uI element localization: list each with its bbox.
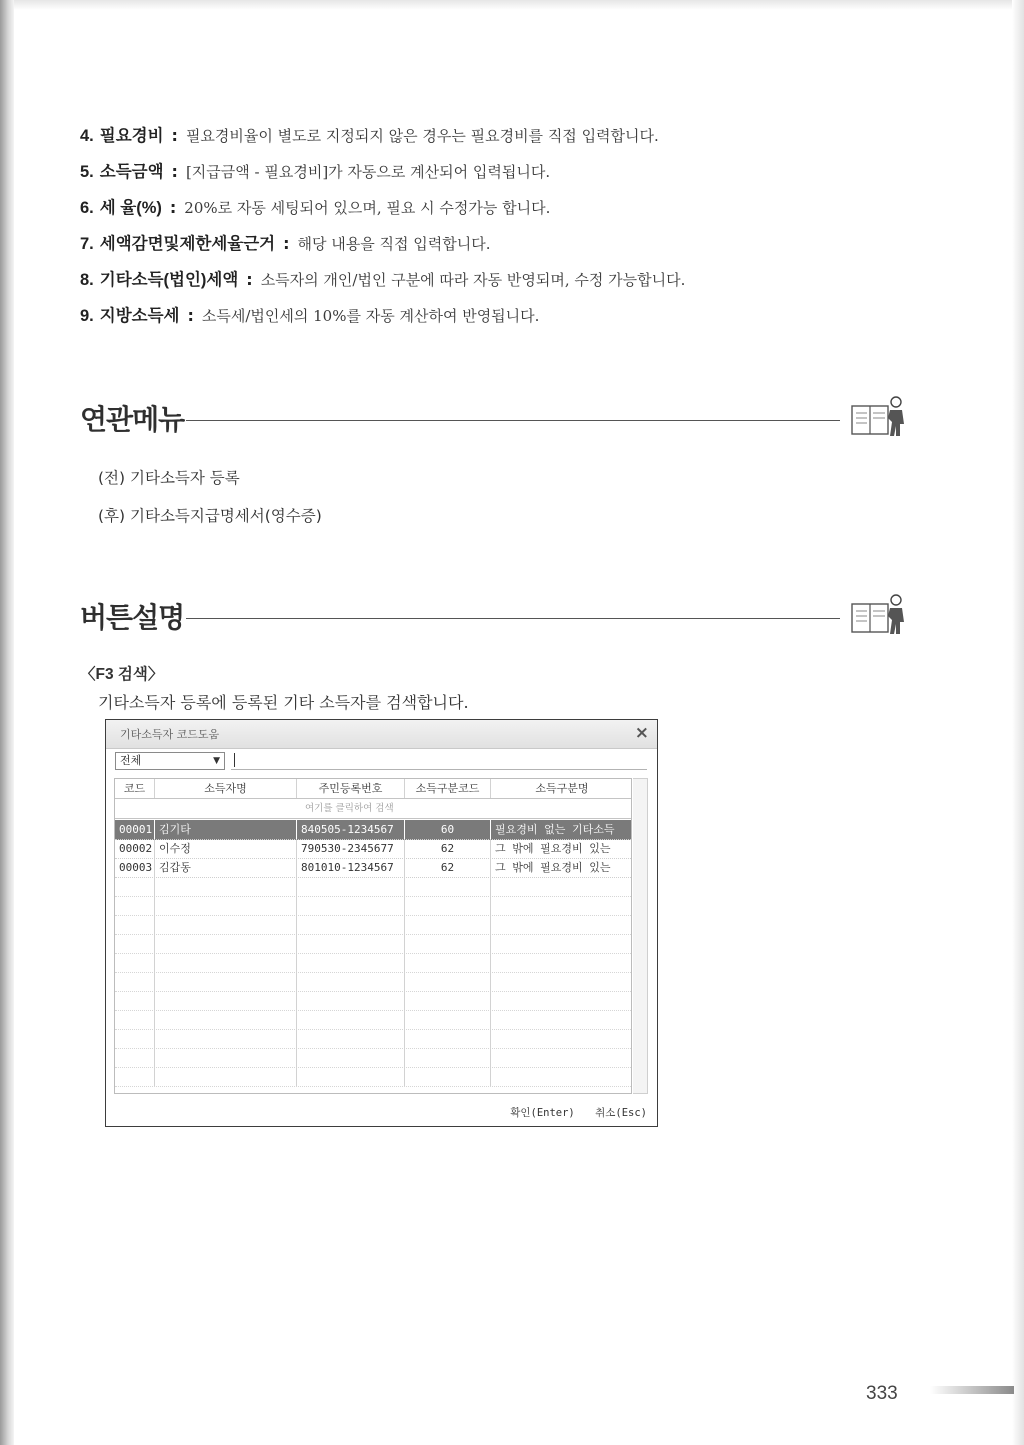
cell-type-code: 62 <box>405 839 491 858</box>
text-cursor <box>234 753 235 767</box>
item-colon: : <box>187 306 194 325</box>
cell-rrn: 801010-1234567 <box>297 858 405 877</box>
button-description-section <box>80 596 910 642</box>
table-row[interactable] <box>115 839 632 859</box>
item-colon: : <box>171 162 178 181</box>
cell-rrn: 790530-2345677 <box>297 839 405 858</box>
list-item <box>80 190 960 226</box>
search-hint[interactable]: 여기를 클릭하여 검색 <box>305 803 394 814</box>
item-label: 기타소득(법인)세액 <box>99 271 239 289</box>
item-colon: : <box>171 126 178 145</box>
empty-row <box>115 1010 632 1030</box>
cell-name: 김갑동 <box>155 858 297 877</box>
page-number: 333 <box>866 1383 898 1404</box>
item-description: 소득세/법인세의 10%를 자동 계산하여 반영됩니다. <box>201 307 540 325</box>
column-header[interactable]: 소득구분코드 <box>405 779 491 798</box>
item-label: 소득금액 <box>99 163 164 181</box>
cancel-button[interactable]: 취소(Esc) <box>595 1107 647 1119</box>
list-item <box>80 226 960 262</box>
list-item <box>80 154 960 190</box>
column-header[interactable]: 소득자명 <box>155 779 297 798</box>
related-next-menu: (후) 기타소득지급명세서(영수증) <box>98 507 322 525</box>
cell-code: 00001 <box>115 820 155 839</box>
list-item <box>80 118 960 154</box>
item-label: 필요경비 <box>99 127 164 145</box>
empty-row <box>115 915 632 935</box>
table-row[interactable] <box>115 820 632 840</box>
close-icon[interactable]: × <box>634 723 649 743</box>
item-description: [지급금액 - 필요경비]가 자동으로 계산되어 입력됩니다. <box>185 163 551 181</box>
filter-dropdown[interactable] <box>115 752 225 770</box>
dialog-title: 기타소득자 코드도움 <box>120 728 220 741</box>
item-colon: : <box>246 270 253 289</box>
item-colon: : <box>169 198 177 217</box>
related-menu-section <box>80 398 910 444</box>
item-number: 7. <box>80 235 94 253</box>
table-search-row[interactable] <box>115 799 632 819</box>
table-header-row <box>115 779 632 799</box>
book-reader-icon <box>850 394 910 438</box>
vertical-scrollbar[interactable] <box>633 778 648 1094</box>
page-binding-shadow <box>0 0 14 1445</box>
section-rule <box>186 618 840 619</box>
empty-row <box>115 953 632 973</box>
section-title: 연관메뉴 <box>80 404 185 435</box>
empty-row <box>115 972 632 992</box>
search-input[interactable] <box>231 752 647 770</box>
page-right-edge <box>1012 0 1024 1445</box>
chevron-down-icon: ▼ <box>213 756 220 766</box>
page-number-bar <box>930 1386 1014 1394</box>
related-prev-menu: (전) 기타소득자 등록 <box>98 469 240 487</box>
cell-code: 00002 <box>115 839 155 858</box>
f3-search-description: 기타소득자 등록에 등록된 기타 소득자를 검색합니다. <box>98 693 469 712</box>
code-help-dialog <box>105 719 658 1127</box>
column-header[interactable]: 소득구분명 <box>535 782 589 795</box>
confirm-button[interactable]: 확인(Enter) <box>510 1107 575 1119</box>
cell-code: 00003 <box>115 858 155 877</box>
filter-selected-value: 전체 <box>120 754 142 767</box>
cell-type-name: 필요경비 없는 기타소득 <box>495 823 615 836</box>
table-row[interactable] <box>115 858 632 878</box>
item-number: 5. <box>80 163 94 181</box>
item-colon: : <box>283 234 290 253</box>
page-top-edge <box>0 0 1024 10</box>
column-header[interactable]: 주민등록번호 <box>297 779 405 798</box>
dialog-titlebar <box>106 720 657 749</box>
section-title: 버튼설명 <box>80 602 185 633</box>
empty-row <box>115 896 632 916</box>
empty-row <box>115 1067 632 1087</box>
cell-name: 이수정 <box>155 839 297 858</box>
list-item <box>80 298 960 334</box>
item-label: 세액감면및제한세율근거 <box>99 235 276 253</box>
list-item <box>80 262 960 298</box>
cell-type-name: 그 밖에 필요경비 있는 <box>495 861 611 874</box>
item-number: 4. <box>80 127 94 145</box>
item-label: 지방소득세 <box>99 307 180 325</box>
income-earner-table <box>114 778 632 1094</box>
item-description: 20%로 자동 세팅되어 있으며, 필요 시 수정가능 합니다. <box>184 199 551 217</box>
column-header[interactable]: 코드 <box>115 779 155 798</box>
empty-row <box>115 1029 632 1049</box>
item-description: 필요경비율이 별도로 지정되지 않은 경우는 필요경비를 직접 입력합니다. <box>185 127 659 145</box>
item-number: 8. <box>80 271 94 289</box>
cell-rrn: 840505-1234567 <box>297 820 405 839</box>
cell-type-code: 62 <box>405 858 491 877</box>
f3-search-heading: 〈F3 검색〉 <box>80 666 164 683</box>
dialog-footer <box>496 1105 647 1120</box>
item-number: 9. <box>80 307 94 325</box>
empty-row <box>115 991 632 1011</box>
cell-type-code: 60 <box>405 820 491 839</box>
item-number: 6. <box>80 199 94 217</box>
empty-row <box>115 877 632 897</box>
empty-row <box>115 934 632 954</box>
item-description: 해당 내용을 직접 입력합니다. <box>297 235 491 253</box>
cell-name: 김기타 <box>155 820 297 839</box>
item-label: 세 율(%) <box>99 199 162 217</box>
book-reader-icon <box>850 592 910 636</box>
item-description: 소득자의 개인/법인 구분에 따라 자동 반영되며, 수정 가능합니다. <box>260 271 686 289</box>
cell-type-name: 그 밖에 필요경비 있는 <box>495 842 611 855</box>
field-description-list <box>80 118 960 334</box>
empty-row <box>115 1048 632 1068</box>
section-rule <box>186 420 840 421</box>
